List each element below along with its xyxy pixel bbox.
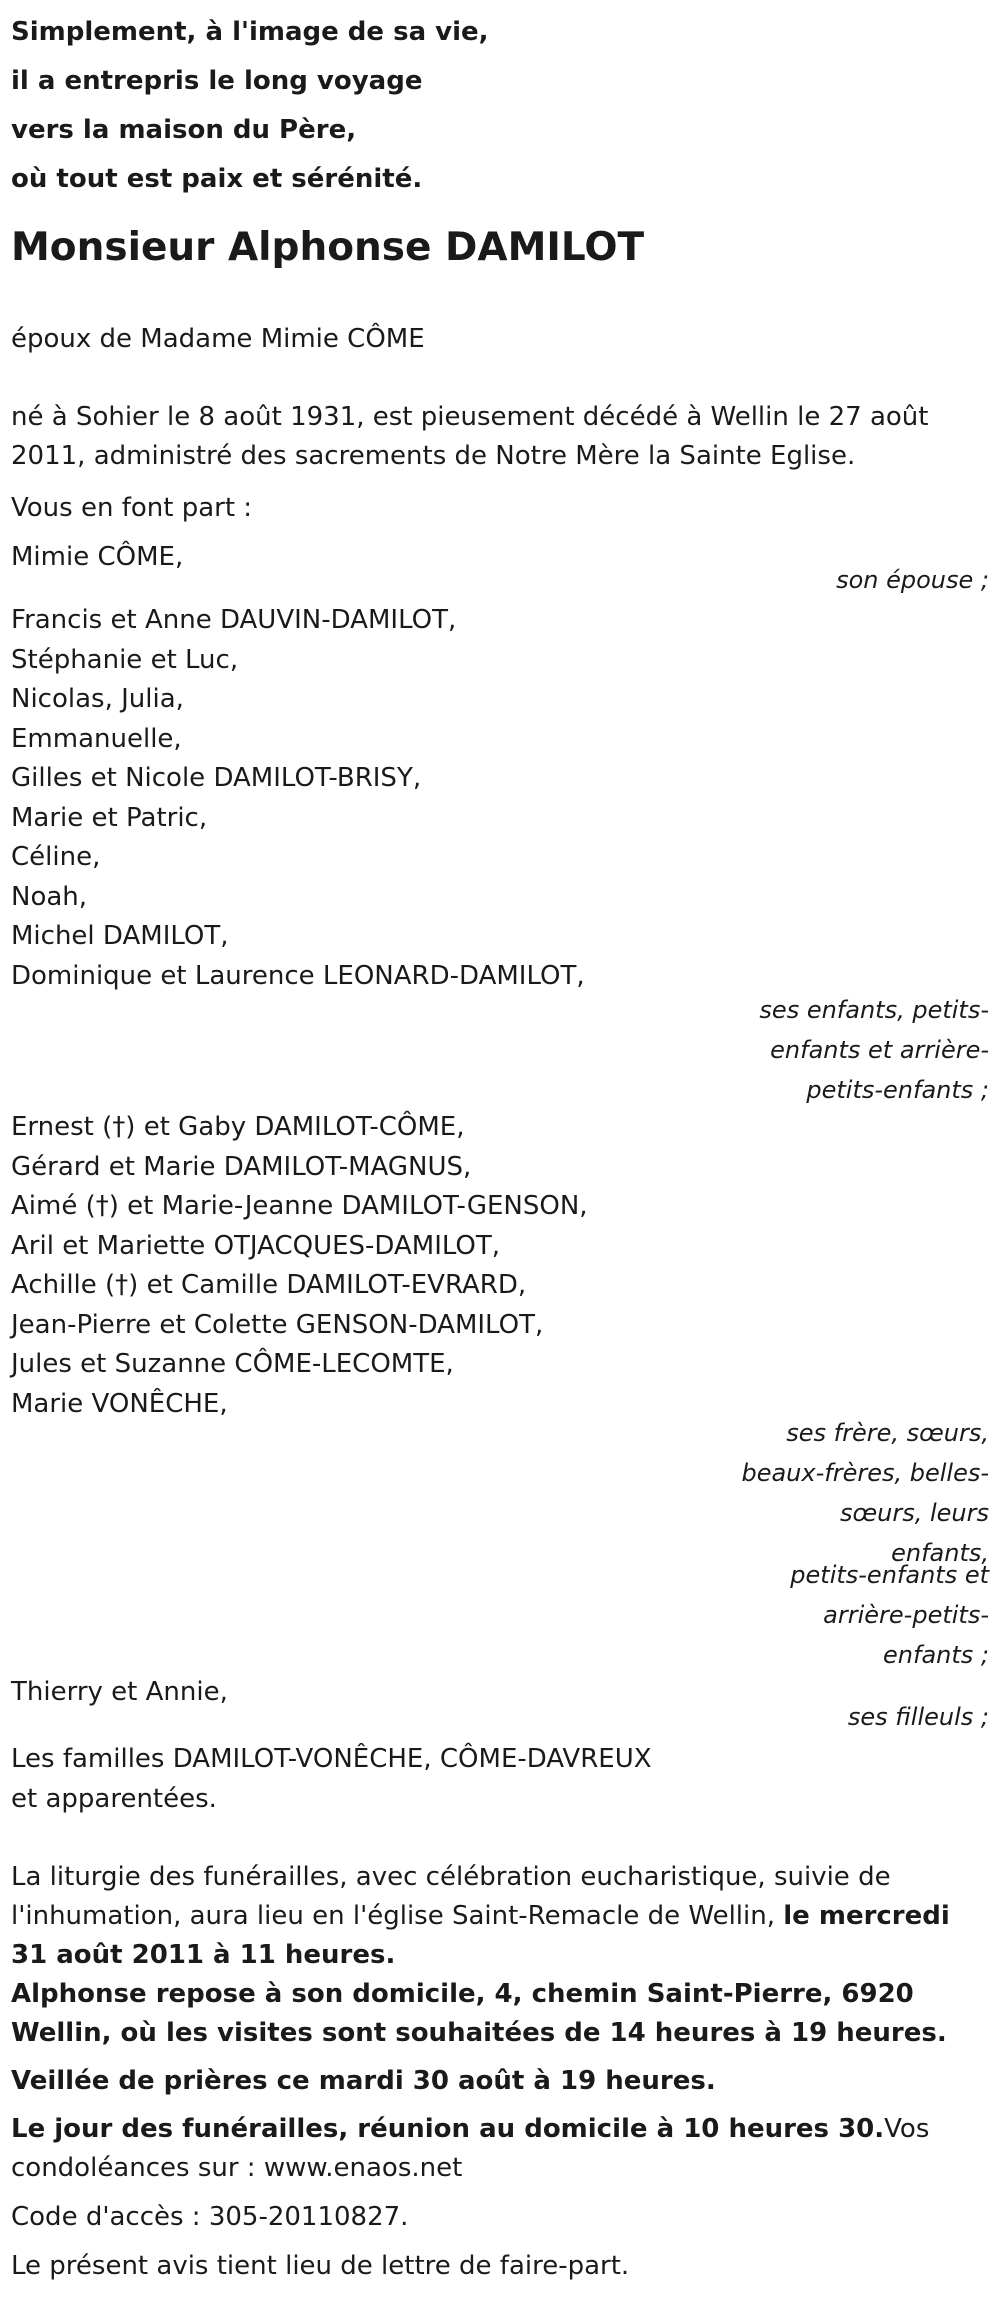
poem: [11, 8, 989, 204]
list-item: Gérard et Marie DAMILOT-MAGNUS,: [11, 1151, 472, 1182]
list-item: Nicolas, Julia,: [11, 684, 184, 714]
families-line: et apparentées.: [11, 1783, 217, 1814]
vigil-line: Veillée de prières ce mardi 30 août à 19 heures.: [11, 2066, 716, 2096]
list-item: Ernest (†) et Gaby DAMILOT-CÔME,: [11, 1112, 465, 1142]
role-line: enfants,: [891, 1539, 989, 1567]
role-line: beaux-frères, belles-: [741, 1459, 989, 1487]
list-item: Gilles et Nicole DAMILOT-BRISY,: [11, 763, 422, 793]
spouse-line: époux de Madame Mimie CÔME: [11, 324, 425, 354]
role-line: arrière-petits-: [823, 1601, 989, 1629]
closing-line: Le présent avis tient lieu de lettre de faire-part.: [11, 2251, 630, 2281]
poem-line: où tout est paix et sérénité.: [11, 164, 423, 194]
list-item: Emmanuelle,: [11, 723, 182, 754]
role-line: petits-enfants et: [790, 1561, 989, 1589]
liturgy-date: le mercredi 31 août 2011 à 11 heures.: [11, 1901, 950, 1970]
role-line: ses frère, sœurs,: [786, 1419, 989, 1447]
group-godchildren-role: [848, 1697, 989, 1737]
poem-line: il a entrepris le long voyage: [11, 66, 423, 96]
list-item: Michel DAMILOT,: [11, 921, 229, 951]
role-line: ses enfants, petits-: [759, 996, 989, 1024]
poem-line: vers la maison du Père,: [11, 115, 357, 145]
list-item: Aimé (†) et Marie-Jeanne DAMILOT-GENSON,: [11, 1191, 588, 1221]
role-line: enfants ;: [883, 1641, 989, 1669]
list-item: Céline,: [11, 842, 101, 872]
liturgy-text: La liturgie des funérailles, avec célébration eucharistique, suivie de l'inhumation, aura lieu en l'église Saint-Remacle de Wellin,: [11, 1862, 891, 1931]
access-code: Code d'accès : 305-20110827.: [11, 2202, 409, 2232]
list-item: Jules et Suzanne CÔME-LECOMTE,: [11, 1349, 454, 1379]
group-children-names: [11, 601, 989, 996]
group-siblings-role-continued: [790, 1555, 989, 1675]
group-siblings-names: [11, 1108, 989, 1424]
list-item: Jean-Pierre et Colette GENSON-DAMILOT,: [11, 1309, 544, 1340]
repose-paragraph: Alphonse repose à son domicile, 4, chemin Saint-Pierre, 6920 Wellin, où les visites sont souhaitées de 14 heures à 19 heures.: [11, 1979, 947, 2048]
poem-line: Simplement, à l'image de sa vie,: [11, 17, 489, 47]
role-line: ses filleuls ;: [847, 1703, 989, 1731]
group-siblings-role: [741, 1413, 989, 1573]
list-item: Francis et Anne DAUVIN-DAMILOT,: [11, 605, 457, 635]
condolences-text: Vos condoléances sur : www.enaos.net: [11, 2114, 930, 2183]
funeral-day-bold: Le jour des funérailles, réunion au domicile à 10 heures 30.: [11, 2114, 885, 2144]
list-item: Noah,: [11, 881, 88, 912]
funeral-day-paragraph: [11, 2110, 961, 2188]
families: [11, 1740, 989, 1819]
group-spouse-role: [836, 560, 989, 600]
role-line: son épouse ;: [836, 566, 989, 594]
list-item: Achille (†) et Camille DAMILOT-EVRARD,: [11, 1270, 527, 1300]
role-line: enfants et arrière-: [770, 1036, 989, 1064]
list-item: Stéphanie et Luc,: [11, 644, 239, 675]
group-godchildren-names: Thierry et Annie,: [11, 1677, 228, 1707]
group-children-role: [759, 990, 989, 1110]
birth-death-line: né à Sohier le 8 août 1931, est pieusement décédé à Wellin le 27 août 2011, administré des sacrements de Notre Mère la Sainte Eglise.: [11, 402, 929, 471]
list-item: Aril et Mariette OTJACQUES-DAMILOT,: [11, 1230, 501, 1261]
role-line: sœurs, leurs: [839, 1499, 989, 1527]
list-item: Marie et Patric,: [11, 802, 208, 833]
list-item: Marie VONÊCHE,: [11, 1388, 228, 1419]
list-item: Dominique et Laurence LEONARD-DAMILOT,: [11, 960, 585, 991]
intro-line: Vous en font part :: [11, 493, 253, 523]
role-line: petits-enfants ;: [806, 1076, 989, 1104]
deceased-name: Monsieur Alphonse DAMILOT: [11, 225, 645, 270]
families-line: Les familles DAMILOT-VONÊCHE, CÔME-DAVREUX: [11, 1744, 652, 1774]
group-spouse-name: Mimie CÔME,: [11, 542, 184, 572]
liturgy-paragraph: [11, 1858, 961, 1975]
